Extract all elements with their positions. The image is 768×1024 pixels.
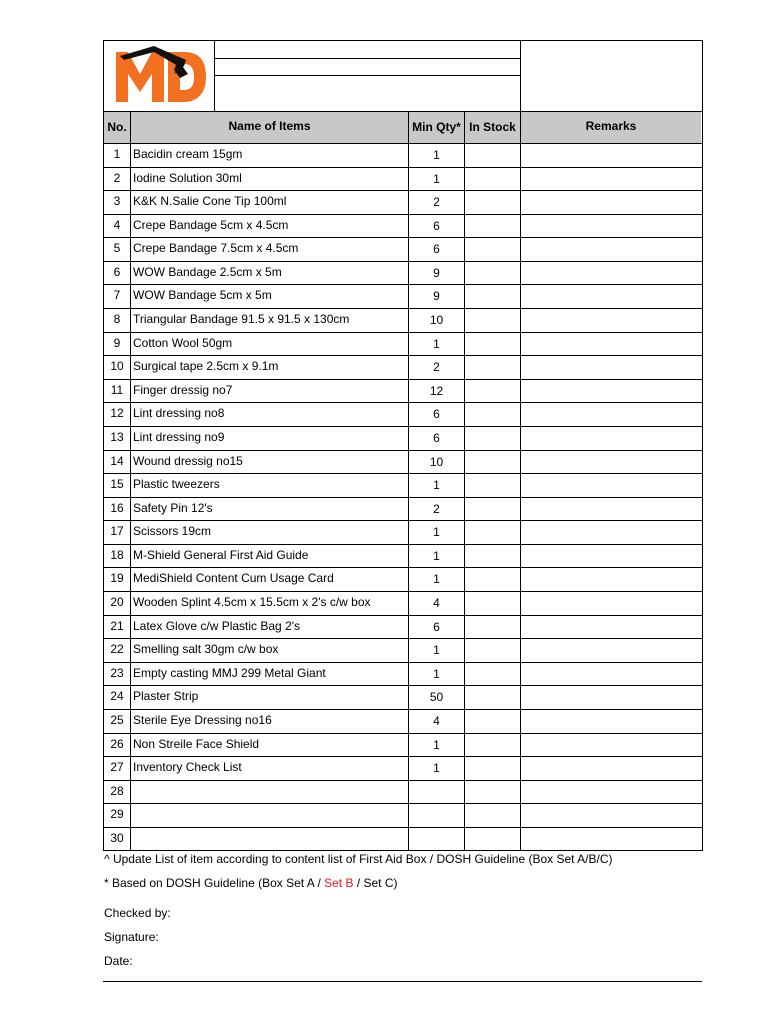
in-stock-cell[interactable] (465, 639, 520, 661)
in-stock-cell[interactable] (465, 521, 520, 543)
in-stock-cell[interactable] (465, 663, 520, 685)
min-qty-value: 1 (433, 737, 440, 752)
item-name: Crepe Bandage 5cm x 4.5cm (133, 217, 289, 232)
item-name: Lint dressing no8 (133, 406, 225, 421)
in-stock-cell[interactable] (465, 191, 520, 213)
row-number: 21 (110, 618, 124, 633)
outer-right-border (702, 40, 703, 851)
in-stock-cell[interactable] (465, 427, 520, 449)
item-name: Scissors 19cm (133, 524, 212, 539)
header-min-qty: Min Qty* (412, 120, 461, 134)
date-label: Date: (104, 954, 133, 968)
remarks-cell[interactable] (521, 215, 701, 237)
header-no: No. (107, 120, 127, 134)
in-stock-cell[interactable] (465, 380, 520, 402)
remarks-cell[interactable] (521, 757, 701, 779)
in-stock-cell[interactable] (465, 545, 520, 567)
min-qty-value: 1 (433, 478, 440, 493)
item-name: Wooden Splint 4.5cm x 15.5cm x 2's c/w box (133, 595, 371, 610)
min-qty-value: 2 (433, 501, 440, 516)
remarks-cell[interactable] (521, 498, 701, 520)
in-stock-cell[interactable] (465, 215, 520, 237)
min-qty-value: 1 (433, 643, 440, 658)
remarks-cell[interactable] (521, 474, 701, 496)
remarks-cell[interactable] (521, 686, 701, 708)
remarks-cell[interactable] (521, 663, 701, 685)
item-name: Iodine Solution 30ml (133, 170, 242, 185)
item-name: Crepe Bandage 7.5cm x 4.5cm (133, 241, 299, 256)
in-stock-cell[interactable] (465, 710, 520, 732)
in-stock-cell[interactable] (465, 781, 520, 803)
row-number: 4 (113, 217, 121, 232)
row-number: 15 (110, 477, 124, 492)
row-number: 24 (110, 689, 124, 704)
row-number: 11 (110, 382, 124, 397)
row-number: 20 (110, 595, 124, 610)
min-qty-value: 9 (433, 265, 440, 280)
item-name: Surgical tape 2.5cm x 9.1m (133, 359, 279, 374)
item-name: Lint dressing no9 (133, 429, 225, 444)
item-name: Smelling salt 30gm c/w box (133, 642, 279, 657)
signature-label: Signature: (104, 930, 159, 944)
in-stock-cell[interactable] (465, 474, 520, 496)
item-name: Empty casting MMJ 299 Metal Giant (133, 665, 326, 680)
in-stock-cell[interactable] (465, 686, 520, 708)
checked-by-label: Checked by: (104, 906, 171, 920)
min-qty-value: 4 (433, 713, 440, 728)
min-qty-value: 1 (433, 525, 440, 540)
item-name: Latex Glove c/w Plastic Bag 2's (133, 618, 301, 633)
remarks-cell[interactable] (521, 710, 701, 732)
remarks-cell[interactable] (521, 451, 701, 473)
remarks-cell[interactable] (521, 356, 701, 378)
row-number: 19 (110, 571, 124, 586)
remarks-cell[interactable] (521, 828, 701, 850)
header-in-stock: In Stock (469, 120, 516, 134)
title-line-1 (214, 58, 520, 59)
header-remarks: Remarks (585, 119, 637, 133)
dosh-note-highlight: Set B (324, 876, 354, 890)
min-qty-value: 1 (433, 548, 440, 563)
remarks-cell[interactable] (521, 734, 701, 756)
item-name: Inventory Check List (133, 760, 242, 775)
update-note: ^ Update List of item according to content list of First Aid Box / DOSH Guideline (Box Set A/B/C) (104, 852, 613, 866)
dosh-note-suffix: / Set C) (353, 876, 398, 890)
min-qty-value: 1 (433, 148, 440, 162)
row-number: 16 (110, 500, 124, 515)
in-stock-cell[interactable] (465, 238, 520, 260)
min-qty-value: 1 (433, 572, 440, 587)
min-qty-value: 10 (429, 313, 444, 328)
in-stock-cell[interactable] (465, 333, 520, 355)
remarks-cell[interactable] (521, 191, 701, 213)
in-stock-cell[interactable] (465, 734, 520, 756)
row-number: 17 (110, 524, 124, 539)
item-name: Plastic tweezers (133, 477, 220, 492)
row-number: 1 (113, 147, 121, 161)
row-number: 10 (110, 359, 124, 374)
in-stock-cell[interactable] (465, 144, 520, 166)
min-qty-value: 6 (433, 407, 440, 422)
item-name: Triangular Bandage 91.5 x 91.5 x 130cm (133, 312, 350, 327)
row-number: 14 (110, 453, 124, 468)
remarks-cell[interactable] (521, 403, 701, 425)
remarks-cell[interactable] (521, 144, 701, 166)
min-qty-value: 12 (429, 383, 444, 398)
remarks-cell[interactable] (521, 545, 701, 567)
remarks-cell[interactable] (521, 781, 701, 803)
header-top-line (103, 111, 703, 112)
row-number: 27 (110, 760, 124, 775)
title-line-2 (214, 75, 520, 76)
row-number: 28 (110, 783, 124, 798)
in-stock-cell[interactable] (465, 451, 520, 473)
min-qty-value: 1 (433, 171, 440, 186)
item-name: Safety Pin 12's (133, 500, 213, 515)
row-number: 18 (110, 547, 124, 562)
remarks-cell[interactable] (521, 568, 701, 590)
logo-letter-m (116, 52, 164, 102)
min-qty-value: 50 (429, 690, 444, 705)
row-number: 2 (113, 170, 121, 185)
item-name: Non Streile Face Shield (133, 736, 260, 751)
row-number: 26 (110, 736, 124, 751)
in-stock-cell[interactable] (465, 285, 520, 307)
dosh-note (104, 876, 398, 890)
remarks-cell[interactable] (521, 616, 701, 638)
in-stock-cell[interactable] (465, 168, 520, 190)
min-qty-value: 4 (433, 596, 440, 611)
remarks-cell[interactable] (521, 333, 701, 355)
outer-top-border (103, 40, 703, 41)
item-name: Plaster Strip (133, 689, 199, 704)
in-stock-cell[interactable] (465, 804, 520, 826)
item-name: Wound dressig no15 (133, 453, 243, 468)
item-name: Cotton Wool 50gm (133, 335, 233, 350)
min-qty-value: 9 (433, 289, 440, 304)
in-stock-cell[interactable] (465, 568, 520, 590)
min-qty-value: 1 (433, 761, 440, 776)
row-number: 30 (110, 830, 124, 845)
min-qty-value: 6 (433, 619, 440, 634)
remarks-cell[interactable] (521, 238, 701, 260)
min-qty-value: 6 (433, 242, 440, 257)
item-name: Bacidin cream 15gm (133, 147, 243, 161)
in-stock-cell[interactable] (465, 262, 520, 284)
min-qty-value: 6 (433, 430, 440, 445)
remarks-cell[interactable] (521, 592, 701, 614)
row-number: 5 (113, 241, 121, 256)
item-name: Finger dressig no7 (133, 382, 233, 397)
in-stock-cell[interactable] (465, 309, 520, 331)
row-number: 25 (110, 712, 124, 727)
min-qty-value: 1 (433, 666, 440, 681)
row-number: 3 (113, 194, 121, 209)
item-name: WOW Bandage 5cm x 5m (133, 288, 272, 303)
in-stock-cell[interactable] (465, 828, 520, 850)
item-name: MediShield Content Cum Usage Card (133, 571, 334, 586)
row-divider (103, 850, 703, 851)
header-name-of-items: Name of Items (228, 119, 311, 133)
in-stock-cell[interactable] (465, 757, 520, 779)
in-stock-cell[interactable] (465, 616, 520, 638)
row-number: 8 (113, 312, 121, 327)
min-qty-value: 2 (433, 360, 440, 375)
item-name: WOW Bandage 2.5cm x 5m (133, 264, 282, 279)
row-number: 29 (110, 807, 124, 822)
row-number: 12 (110, 406, 124, 421)
row-number: 6 (113, 264, 121, 279)
row-number: 22 (110, 642, 124, 657)
remarks-cell[interactable] (521, 262, 701, 284)
title-area-right-border (520, 40, 521, 111)
min-qty-value: 1 (433, 336, 440, 351)
remarks-cell[interactable] (521, 427, 701, 449)
row-number: 7 (113, 288, 121, 303)
item-name: M-Shield General First Aid Guide (133, 547, 309, 562)
remarks-cell[interactable] (521, 639, 701, 661)
in-stock-cell[interactable] (465, 356, 520, 378)
remarks-cell[interactable] (521, 804, 701, 826)
remarks-cell[interactable] (521, 285, 701, 307)
dosh-note-prefix: * Based on DOSH Guideline (Box Set A / (104, 876, 325, 890)
remarks-cell[interactable] (521, 168, 701, 190)
item-name: Sterile Eye Dressing no16 (133, 712, 272, 727)
min-qty-value: 10 (429, 454, 444, 469)
row-number: 13 (110, 429, 124, 444)
bottom-divider (103, 981, 702, 982)
outer-left-border (103, 40, 104, 851)
item-name: K&K N.Salie Cone Tip 100ml (133, 194, 287, 209)
min-qty-value: 6 (433, 218, 440, 233)
in-stock-cell[interactable] (465, 403, 520, 425)
company-logo (114, 44, 210, 104)
min-qty-value: 2 (433, 195, 440, 210)
remarks-cell[interactable] (521, 380, 701, 402)
row-number: 9 (113, 335, 121, 350)
row-number: 23 (110, 665, 124, 680)
remarks-cell[interactable] (521, 309, 701, 331)
in-stock-cell[interactable] (465, 592, 520, 614)
in-stock-cell[interactable] (465, 498, 520, 520)
remarks-cell[interactable] (521, 521, 701, 543)
